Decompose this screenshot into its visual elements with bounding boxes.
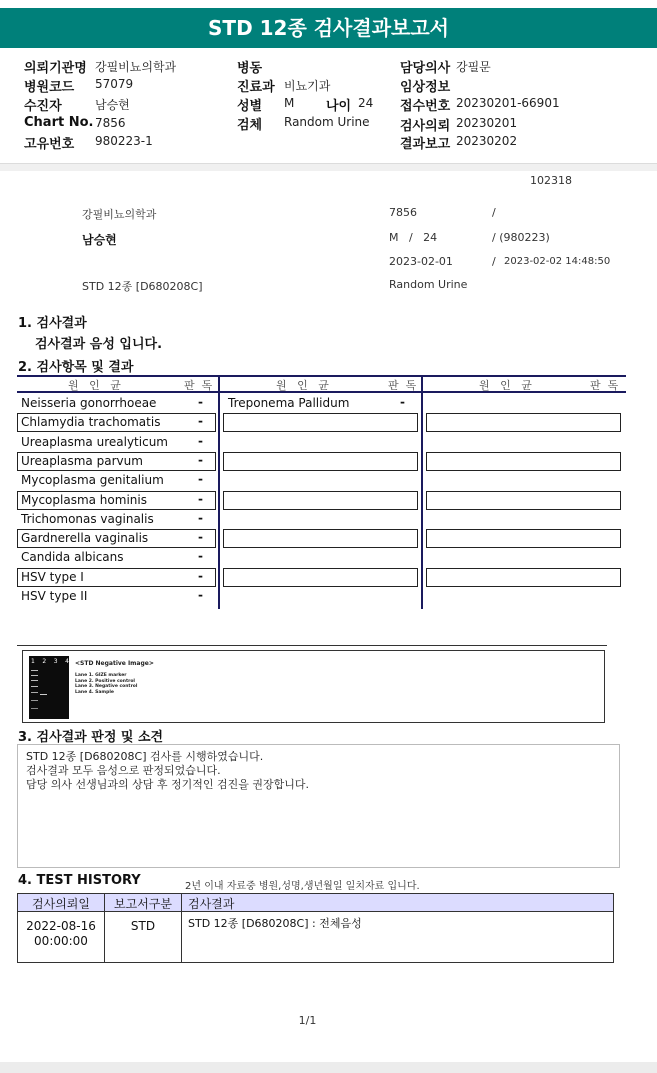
header-separator bbox=[0, 163, 657, 171]
info-date-slash: / bbox=[492, 255, 496, 268]
opinion-box bbox=[17, 744, 620, 868]
age-value: 24 bbox=[358, 96, 374, 110]
col2-row-box-7 bbox=[223, 529, 418, 548]
opinion-line-3: 담당 의사 선생님과의 상담 후 정기적인 검진을 권장합니다. bbox=[26, 778, 309, 791]
header-label-col2-2: 성별 bbox=[237, 99, 263, 114]
gel-legend-item: Lane 3. Negative control bbox=[75, 684, 138, 689]
info-slash: / bbox=[492, 206, 496, 219]
gel-legend-item: Lane 1. GIZE marker bbox=[75, 673, 127, 678]
header-label-col3-1: 임상정보 bbox=[400, 80, 451, 95]
organism-name: HSV type II bbox=[21, 589, 88, 603]
history-header-result: 검사결과 bbox=[188, 897, 235, 911]
gel-legend-item: Lane 4. Sample bbox=[75, 689, 114, 695]
age-label: 나이 bbox=[326, 99, 352, 114]
header-value-col2-2: M bbox=[284, 96, 295, 110]
header-value-col2-3: Random Urine bbox=[284, 115, 370, 129]
organism-name: Treponema Pallidum bbox=[228, 396, 350, 410]
col3-org-header: 원 인 균 bbox=[479, 379, 532, 392]
table-divider-2 bbox=[421, 375, 423, 609]
col3-row-box-1 bbox=[426, 413, 621, 432]
organism-name: Gardnerella vaginalis bbox=[21, 531, 149, 546]
col1-res-header: 판 독 bbox=[184, 379, 213, 392]
organism-name: Ureaplasma urealyticum bbox=[21, 434, 168, 449]
header-label-col1-1: 병원코드 bbox=[24, 80, 75, 95]
gel-top-line bbox=[17, 645, 607, 646]
history-divider-2 bbox=[181, 894, 182, 962]
section1-title: 1. 검사결과 bbox=[18, 316, 87, 331]
organism-result: - bbox=[198, 472, 203, 487]
info-specimen: Random Urine bbox=[389, 278, 468, 291]
organism-name: Neisseria gonorrhoeae bbox=[21, 396, 157, 410]
header-value-col1-3: 7856 bbox=[95, 116, 126, 130]
organism-name: Ureaplasma parvum bbox=[21, 453, 143, 468]
header-label-col2-3: 검체 bbox=[237, 118, 263, 133]
header-value-col3-3: 20230201 bbox=[456, 116, 518, 130]
page-number: 1/1 bbox=[298, 1014, 317, 1027]
info-chart: 7856 bbox=[389, 206, 417, 219]
organism-name: Mycoplasma genitalium bbox=[21, 473, 164, 488]
header-label-col2-0: 병동 bbox=[237, 61, 263, 76]
history-note: 2년 이내 자료중 병원,성명,생년월일 일치자료 입니다. bbox=[185, 881, 420, 892]
history-date: 2022-08-16 bbox=[26, 919, 96, 933]
organism-name: HSV type I bbox=[21, 569, 84, 584]
organism-result: - bbox=[198, 568, 203, 583]
history-header-date: 검사의뢰일 bbox=[32, 897, 90, 911]
gel-lane-3: 3 bbox=[53, 658, 58, 665]
gel-lane-1: 1 bbox=[31, 658, 35, 665]
history-table bbox=[17, 893, 614, 963]
organism-name: Mycoplasma hominis bbox=[21, 492, 147, 507]
header-label-col3-0: 담당의사 bbox=[400, 61, 451, 76]
section4-title: 4. TEST HISTORY bbox=[18, 873, 141, 888]
opinion-line-2: 검사결과 모두 음성으로 판정되었습니다. bbox=[26, 764, 221, 777]
header-label-col1-0: 의뢰기관명 bbox=[24, 61, 87, 76]
gel-title: <STD Negative Image> bbox=[75, 660, 154, 667]
history-header-type: 보고서구분 bbox=[114, 897, 172, 911]
history-type: STD bbox=[130, 919, 156, 933]
header-label-col1-4: 고유번호 bbox=[24, 137, 75, 152]
organism-result: - bbox=[198, 414, 203, 429]
info-date-received: 2023-02-01 bbox=[389, 255, 453, 268]
opinion-line-1: STD 12종 [D680208C] 검사를 시행하였습니다. bbox=[26, 750, 264, 763]
gel-lane-labels bbox=[31, 658, 69, 665]
col2-res-header: 판 독 bbox=[388, 379, 417, 392]
gel-electrophoresis-image bbox=[29, 656, 69, 719]
col2-row-box-5 bbox=[223, 491, 418, 510]
info-hospital: 강필비뇨의학과 bbox=[82, 208, 157, 221]
col3-row-box-5 bbox=[426, 491, 621, 510]
organism-name: Chlamydia trachomatis bbox=[21, 415, 161, 430]
col2-org-header: 원 인 균 bbox=[276, 379, 329, 392]
info-patient: 남승현 bbox=[82, 233, 117, 247]
header-value-col2-1: 비뇨기과 bbox=[284, 79, 331, 93]
gel-lane-2: 2 bbox=[42, 658, 47, 665]
header-value-col1-1: 57079 bbox=[95, 77, 134, 91]
header-label-col3-2: 접수번호 bbox=[400, 99, 451, 114]
organism-name: Candida albicans bbox=[21, 550, 124, 565]
col1-org-header: 원 인 균 bbox=[68, 379, 121, 392]
header-label-col1-2: 수진자 bbox=[24, 99, 62, 114]
organism-result: - bbox=[198, 588, 203, 602]
info-datetime: 2023-02-02 14:48:50 bbox=[504, 256, 611, 267]
col2-row-box-1 bbox=[223, 413, 418, 432]
info-sex-age: M / 24 bbox=[389, 231, 438, 244]
col3-row-box-9 bbox=[426, 568, 621, 587]
gel-legend-item: Lane 2. Positive control bbox=[75, 678, 135, 684]
col3-row-box-7 bbox=[426, 529, 621, 548]
info-birth: / (980223) bbox=[492, 231, 550, 244]
organism-name: Trichomonas vaginalis bbox=[21, 511, 154, 526]
header-label-col2-1: 진료과 bbox=[237, 80, 275, 95]
header-label-col3-3: 검사의뢰 bbox=[400, 119, 451, 134]
header-value-col3-4: 20230202 bbox=[456, 134, 518, 148]
section2-title: 2. 검사항목 및 결과 bbox=[18, 360, 134, 375]
header-value-col1-0: 강필비뇨의학과 bbox=[95, 60, 177, 74]
report-id: 102318 bbox=[530, 174, 572, 187]
history-time: 00:00:00 bbox=[34, 934, 88, 948]
col2-row-box-9 bbox=[223, 568, 418, 587]
organism-result: - bbox=[198, 433, 203, 448]
table-divider-1 bbox=[218, 375, 220, 609]
col2-row-box-3 bbox=[223, 452, 418, 471]
organism-result: - bbox=[198, 491, 203, 506]
gel-lane-4: 4 bbox=[65, 658, 69, 665]
organism-result: - bbox=[198, 549, 203, 564]
section3-title: 3. 검사결과 판정 및 소견 bbox=[18, 730, 164, 745]
page-footer bbox=[0, 1062, 657, 1073]
header-value-col1-2: 남승현 bbox=[95, 98, 130, 112]
header-value-col3-2: 20230201-66901 bbox=[456, 96, 560, 110]
header-label-col1-3: Chart No. bbox=[24, 115, 94, 130]
col3-res-header: 판 독 bbox=[590, 379, 619, 392]
info-test: STD 12종 [D680208C] bbox=[82, 280, 203, 293]
organism-result: - bbox=[198, 510, 203, 525]
header-label-col3-4: 결과보고 bbox=[400, 137, 451, 152]
header-value-col3-0: 강필문 bbox=[456, 60, 491, 74]
organism-result: - bbox=[198, 452, 203, 467]
header-value-col1-4: 980223-1 bbox=[95, 134, 153, 148]
result-summary: 검사결과 음성 입니다. bbox=[35, 337, 163, 352]
report-title: STD 12종 검사결과보고서 bbox=[0, 8, 657, 48]
organism-result: - bbox=[198, 530, 203, 545]
history-result: STD 12종 [D680208C] : 전체음성 bbox=[188, 917, 362, 930]
organism-result: - bbox=[400, 395, 405, 409]
col3-row-box-3 bbox=[426, 452, 621, 471]
organism-result: - bbox=[198, 395, 203, 409]
